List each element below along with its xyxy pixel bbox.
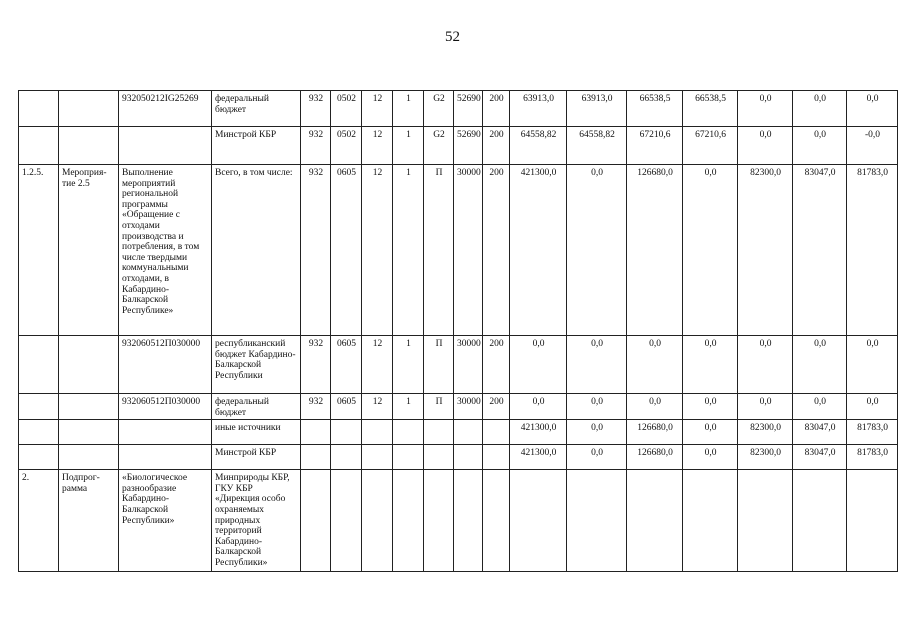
value-3-cell: 67210,6 bbox=[627, 127, 683, 165]
row-number-cell bbox=[19, 420, 59, 445]
row-description-cell: 932060512П030000 bbox=[119, 394, 212, 420]
value-5-cell: 0,0 bbox=[738, 91, 793, 127]
value-4-cell: 67210,6 bbox=[683, 127, 738, 165]
funding-source-cell: Минстрой КБР bbox=[212, 445, 301, 470]
direction-code-cell bbox=[454, 445, 483, 470]
value-2-cell bbox=[567, 470, 627, 572]
row-description-cell: Выполнение мероприятий региональной программы «Обращение с отходами производства и потребления, в том числе твердыми коммунальными отходами, в Кабардино-Балкарской Республике» bbox=[119, 165, 212, 336]
value-4-cell bbox=[683, 470, 738, 572]
value-6-cell: 0,0 bbox=[793, 336, 847, 394]
value-7-cell: 81783,0 bbox=[847, 165, 898, 336]
funding-source-cell: республиканский бюджет Кабардино-Балкарской Республики bbox=[212, 336, 301, 394]
row-name-cell bbox=[59, 336, 119, 394]
value-7-cell: -0,0 bbox=[847, 127, 898, 165]
row-number-cell bbox=[19, 91, 59, 127]
value-5-cell: 0,0 bbox=[738, 127, 793, 165]
grbs-code-cell: 932 bbox=[301, 165, 331, 336]
section-code-cell bbox=[331, 420, 362, 445]
value-2-cell: 63913,0 bbox=[567, 91, 627, 127]
measure-code-cell: G2 bbox=[424, 127, 454, 165]
funding-source-cell: федеральный бюджет bbox=[212, 394, 301, 420]
row-name-cell: Мероприя-тие 2.5 bbox=[59, 165, 119, 336]
row-number-cell: 1.2.5. bbox=[19, 165, 59, 336]
grbs-code-cell bbox=[301, 470, 331, 572]
value-6-cell: 83047,0 bbox=[793, 445, 847, 470]
row-number-cell bbox=[19, 127, 59, 165]
grbs-code-cell: 932 bbox=[301, 91, 331, 127]
value-4-cell: 0,0 bbox=[683, 165, 738, 336]
section-code-cell bbox=[331, 445, 362, 470]
subprogram-code-cell: 1 bbox=[393, 394, 424, 420]
value-3-cell bbox=[627, 470, 683, 572]
funding-source-cell: Всего, в том числе: bbox=[212, 165, 301, 336]
funding-source-cell: Минстрой КБР bbox=[212, 127, 301, 165]
program-code-cell: 12 bbox=[362, 91, 393, 127]
value-4-cell: 0,0 bbox=[683, 394, 738, 420]
value-6-cell bbox=[793, 470, 847, 572]
value-6-cell: 83047,0 bbox=[793, 420, 847, 445]
direction-code-cell bbox=[454, 470, 483, 572]
funding-source-cell: иные источники bbox=[212, 420, 301, 445]
expense-type-cell bbox=[483, 420, 510, 445]
value-1-cell: 63913,0 bbox=[510, 91, 567, 127]
row-description-cell bbox=[119, 420, 212, 445]
value-7-cell: 0,0 bbox=[847, 91, 898, 127]
direction-code-cell: 30000 bbox=[454, 165, 483, 336]
expense-type-cell: 200 bbox=[483, 394, 510, 420]
value-4-cell: 0,0 bbox=[683, 445, 738, 470]
row-description-cell bbox=[119, 445, 212, 470]
value-2-cell: 64558,82 bbox=[567, 127, 627, 165]
value-4-cell: 66538,5 bbox=[683, 91, 738, 127]
table-row bbox=[19, 91, 898, 127]
funding-source-cell: федеральный бюджет bbox=[212, 91, 301, 127]
program-code-cell: 12 bbox=[362, 127, 393, 165]
row-description-cell: 932060512П030000 bbox=[119, 336, 212, 394]
row-number-cell bbox=[19, 394, 59, 420]
measure-code-cell bbox=[424, 420, 454, 445]
row-description-cell: 932050212IG25269 bbox=[119, 91, 212, 127]
value-2-cell: 0,0 bbox=[567, 420, 627, 445]
value-5-cell: 0,0 bbox=[738, 394, 793, 420]
budget-table bbox=[18, 90, 898, 572]
expense-type-cell bbox=[483, 445, 510, 470]
row-name-cell bbox=[59, 91, 119, 127]
value-1-cell: 64558,82 bbox=[510, 127, 567, 165]
row-description-cell: «Биологическое разнообразие Кабардино-Балкарской Республики» bbox=[119, 470, 212, 572]
value-1-cell: 421300,0 bbox=[510, 445, 567, 470]
subprogram-code-cell bbox=[393, 470, 424, 572]
value-1-cell bbox=[510, 470, 567, 572]
value-1-cell: 0,0 bbox=[510, 394, 567, 420]
direction-code-cell: 30000 bbox=[454, 336, 483, 394]
value-7-cell: 0,0 bbox=[847, 336, 898, 394]
subprogram-code-cell: 1 bbox=[393, 336, 424, 394]
grbs-code-cell bbox=[301, 420, 331, 445]
subprogram-code-cell bbox=[393, 420, 424, 445]
expense-type-cell: 200 bbox=[483, 336, 510, 394]
row-name-cell bbox=[59, 445, 119, 470]
row-description-cell bbox=[119, 127, 212, 165]
table-row bbox=[19, 165, 898, 336]
value-7-cell bbox=[847, 470, 898, 572]
value-3-cell: 0,0 bbox=[627, 336, 683, 394]
subprogram-code-cell: 1 bbox=[393, 127, 424, 165]
section-code-cell: 0502 bbox=[331, 91, 362, 127]
subprogram-code-cell bbox=[393, 445, 424, 470]
value-1-cell: 421300,0 bbox=[510, 165, 567, 336]
grbs-code-cell: 932 bbox=[301, 127, 331, 165]
value-2-cell: 0,0 bbox=[567, 445, 627, 470]
grbs-code-cell: 932 bbox=[301, 336, 331, 394]
section-code-cell: 0502 bbox=[331, 127, 362, 165]
row-number-cell bbox=[19, 445, 59, 470]
direction-code-cell: 52690 bbox=[454, 127, 483, 165]
section-code-cell: 0605 bbox=[331, 336, 362, 394]
value-7-cell: 0,0 bbox=[847, 394, 898, 420]
measure-code-cell: G2 bbox=[424, 91, 454, 127]
value-3-cell: 126680,0 bbox=[627, 445, 683, 470]
measure-code-cell: П bbox=[424, 394, 454, 420]
section-code-cell: 0605 bbox=[331, 394, 362, 420]
funding-source-cell: Минприроды КБР, ГКУ КБР «Дирекция особо охраняемых природных территорий Кабардино-Балкарской Республики» bbox=[212, 470, 301, 572]
value-5-cell: 0,0 bbox=[738, 336, 793, 394]
value-3-cell: 126680,0 bbox=[627, 165, 683, 336]
measure-code-cell: П bbox=[424, 336, 454, 394]
measure-code-cell bbox=[424, 470, 454, 572]
value-6-cell: 0,0 bbox=[793, 91, 847, 127]
table-row bbox=[19, 420, 898, 445]
row-name-cell bbox=[59, 394, 119, 420]
table-row bbox=[19, 127, 898, 165]
subprogram-code-cell: 1 bbox=[393, 165, 424, 336]
value-5-cell: 82300,0 bbox=[738, 445, 793, 470]
value-6-cell: 0,0 bbox=[793, 127, 847, 165]
value-3-cell: 0,0 bbox=[627, 394, 683, 420]
row-number-cell: 2. bbox=[19, 470, 59, 572]
value-6-cell: 83047,0 bbox=[793, 165, 847, 336]
value-3-cell: 66538,5 bbox=[627, 91, 683, 127]
value-2-cell: 0,0 bbox=[567, 394, 627, 420]
value-3-cell: 126680,0 bbox=[627, 420, 683, 445]
value-6-cell: 0,0 bbox=[793, 394, 847, 420]
page-number: 52 bbox=[445, 29, 460, 45]
row-name-cell: Подпрог-рамма bbox=[59, 470, 119, 572]
program-code-cell bbox=[362, 470, 393, 572]
value-7-cell: 81783,0 bbox=[847, 445, 898, 470]
subprogram-code-cell: 1 bbox=[393, 91, 424, 127]
expense-type-cell: 200 bbox=[483, 127, 510, 165]
value-5-cell: 82300,0 bbox=[738, 420, 793, 445]
grbs-code-cell: 932 bbox=[301, 394, 331, 420]
expense-type-cell: 200 bbox=[483, 165, 510, 336]
value-4-cell: 0,0 bbox=[683, 336, 738, 394]
direction-code-cell: 52690 bbox=[454, 91, 483, 127]
expense-type-cell: 200 bbox=[483, 91, 510, 127]
value-5-cell: 82300,0 bbox=[738, 165, 793, 336]
measure-code-cell: П bbox=[424, 165, 454, 336]
value-5-cell bbox=[738, 470, 793, 572]
value-4-cell: 0,0 bbox=[683, 420, 738, 445]
direction-code-cell bbox=[454, 420, 483, 445]
program-code-cell: 12 bbox=[362, 394, 393, 420]
measure-code-cell bbox=[424, 445, 454, 470]
value-1-cell: 0,0 bbox=[510, 336, 567, 394]
value-7-cell: 81783,0 bbox=[847, 420, 898, 445]
program-code-cell: 12 bbox=[362, 336, 393, 394]
row-number-cell bbox=[19, 336, 59, 394]
program-code-cell bbox=[362, 420, 393, 445]
value-2-cell: 0,0 bbox=[567, 165, 627, 336]
direction-code-cell: 30000 bbox=[454, 394, 483, 420]
table-row bbox=[19, 336, 898, 394]
program-code-cell bbox=[362, 445, 393, 470]
grbs-code-cell bbox=[301, 445, 331, 470]
row-name-cell bbox=[59, 420, 119, 445]
section-code-cell bbox=[331, 470, 362, 572]
table-row bbox=[19, 394, 898, 420]
value-2-cell: 0,0 bbox=[567, 336, 627, 394]
value-1-cell: 421300,0 bbox=[510, 420, 567, 445]
table-row bbox=[19, 445, 898, 470]
section-code-cell: 0605 bbox=[331, 165, 362, 336]
row-name-cell bbox=[59, 127, 119, 165]
expense-type-cell bbox=[483, 470, 510, 572]
table-row bbox=[19, 470, 898, 572]
program-code-cell: 12 bbox=[362, 165, 393, 336]
